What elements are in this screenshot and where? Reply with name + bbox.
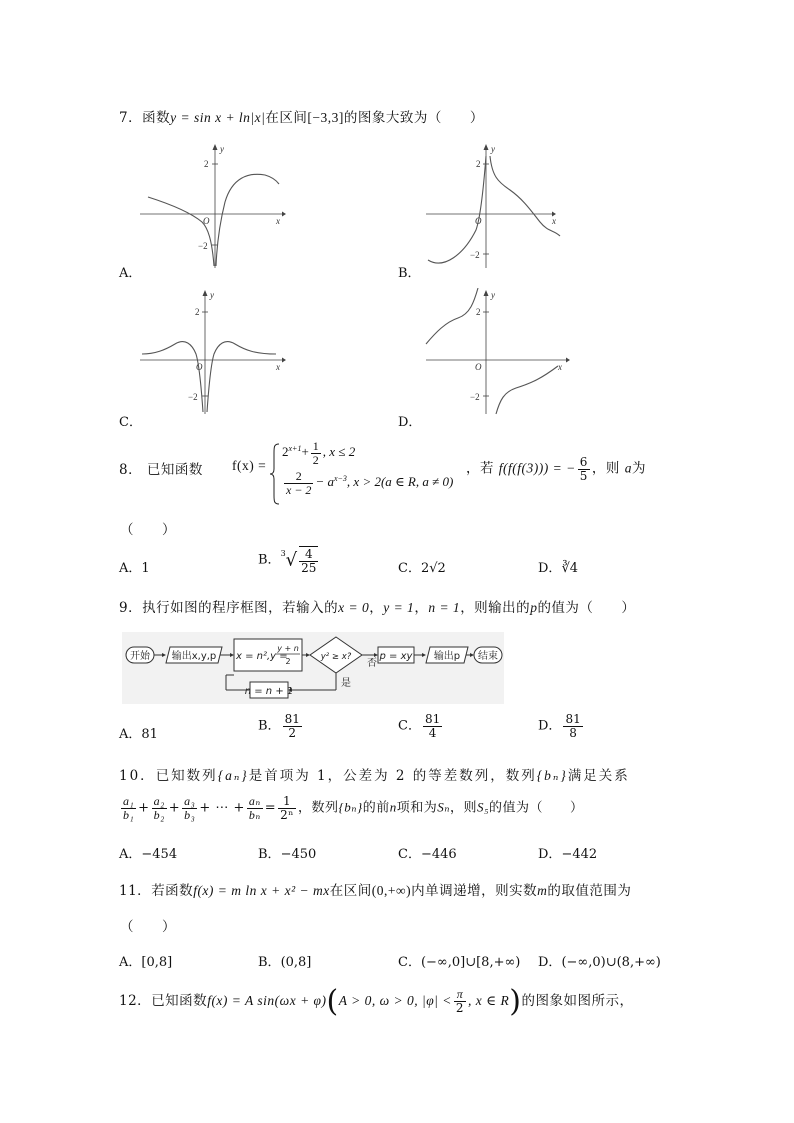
q10-option-a[interactable]: A．−454 <box>119 847 178 862</box>
svg-text:y: y <box>491 290 495 300</box>
graph-option-d <box>424 288 574 416</box>
question-10-line-1: 10．已知数列{aₙ}是首项为 1，公差为 2 的等差数列，数列{bₙ}满足关系 <box>119 768 630 784</box>
question-9-stem: 9．执行如图的程序框图，若输入的x = 0，y = 1，n = 1，则输出的p的值为（ ） <box>119 600 636 616</box>
piecewise-brace <box>270 443 280 505</box>
question-10-line-2: $\frac{\text{a₁}}{\text{b₁}}$ + $\frac{\text{a₂}}{\text{b₂}}$ + $\frac{\text{a₃}}{\text{b₃}}$ + ⋯ + $\frac{\text{aₙ}}{\text{bₙ}}$ = $\frac{1}{\text{2ⁿ}}$ ，数列{bₙ}的前n项和为Sₙ，则S₅的值为（ ） <box>123 794 584 822</box>
svg-text:y + n: y + n <box>277 644 299 653</box>
svg-text:p = xy: p = xy <box>379 651 413 662</box>
option-c-label[interactable]: C． <box>119 415 142 430</box>
q9-option-b[interactable]: B． $\frac{81}{2}$ <box>258 712 300 740</box>
svg-text:输出p: 输出p <box>433 651 461 662</box>
q11-option-c[interactable]: C．(−∞,0]∪[8,+∞) <box>398 955 521 970</box>
q10-option-c[interactable]: C．−446 <box>398 847 457 862</box>
q11-option-a[interactable]: A．[0,8] <box>119 955 173 970</box>
svg-text:−2: −2 <box>470 392 480 402</box>
x-axis-arrow <box>282 212 286 217</box>
svg-text:x: x <box>552 216 556 226</box>
curve-left <box>148 197 214 266</box>
svg-text:是: 是 <box>341 678 351 689</box>
curve-left <box>426 288 478 344</box>
graph-option-c <box>140 288 290 416</box>
svg-text:开始: 开始 <box>130 651 150 662</box>
q8-lhs: f(x) = <box>232 458 267 473</box>
y-axis-arrow <box>213 144 218 150</box>
graph-option-a <box>140 142 290 270</box>
interval: [−3,3] <box>307 110 344 125</box>
svg-text:O: O <box>475 216 482 226</box>
option-a-label[interactable]: A． <box>119 266 142 281</box>
piecewise-case-2: $\frac{2}{x - 2}$ − $a^{x-3}$, x > 2(a ∈ R, a ≠ 0) <box>286 469 454 497</box>
svg-text:2: 2 <box>476 159 481 169</box>
question-7-stem: 7．函数y = sin x + ln|x|在区间[−3,3]的图象大致为（ ） <box>119 110 484 126</box>
svg-text:y: y <box>210 290 214 300</box>
q9-option-d[interactable]: D． $\frac{81}{8}$ <box>538 712 581 740</box>
q8-option-a[interactable]: A．1 <box>119 561 150 576</box>
svg-text:−2: −2 <box>188 392 198 402</box>
q9-option-c[interactable]: C． $\frac{81}{4}$ <box>398 712 441 740</box>
svg-text:输出x,y,p: 输出x,y,p <box>171 651 217 662</box>
tick-label-neg2: −2 <box>198 241 208 251</box>
svg-text:2: 2 <box>476 307 481 317</box>
program-flowchart <box>122 632 504 704</box>
tick-label-2: 2 <box>204 159 209 169</box>
question-number: 7． <box>119 110 143 126</box>
q8-answer-blank: （ ） <box>120 522 176 538</box>
origin-label: O <box>203 216 210 226</box>
option-b-label[interactable]: B． <box>398 266 421 281</box>
svg-text:O: O <box>196 362 203 372</box>
piecewise-case-1: $2^{x+1}+$ $\frac{1}{2}$ , x ≤ 2 <box>282 439 356 467</box>
curve-left <box>428 156 486 263</box>
svg-text:O: O <box>475 362 482 372</box>
question-8-number: 8． 已知函数 <box>119 462 203 478</box>
option-d-label[interactable]: D． <box>398 415 422 430</box>
curve-right <box>216 174 279 266</box>
svg-text:x: x <box>558 362 562 372</box>
flowchart-background <box>122 632 504 704</box>
svg-text:x: x <box>276 362 280 372</box>
curve-right <box>496 366 558 414</box>
q8-option-b[interactable]: B．$^3$√ $\frac{4}{25}$ <box>258 547 317 575</box>
q10-option-b[interactable]: B．−450 <box>258 847 317 862</box>
svg-text:x = n²,y =: x = n²,y = <box>236 651 288 662</box>
function-expression: y = sin x + ln|x| <box>170 110 266 125</box>
curve-right <box>490 156 560 236</box>
graph-option-b <box>424 142 574 270</box>
y-axis-label: y <box>220 144 224 154</box>
q8-condition: ，若 f(f(f(3))) = − $\frac{6}{5}$ ，则 a为 <box>466 455 646 483</box>
svg-text:y² ≥ x?: y² ≥ x? <box>320 652 352 662</box>
q11-option-d[interactable]: D．(−∞,0)∪(8,+∞) <box>538 955 661 970</box>
svg-text:2: 2 <box>285 657 291 666</box>
svg-text:否: 否 <box>367 658 377 669</box>
svg-text:−2: −2 <box>470 250 480 260</box>
question-11-stem: 11．若函数f(x) = m ln x + x² − mx在区间(0,+∞)内单调递增，则实数m的取值范围为 <box>119 883 632 899</box>
q9-option-a[interactable]: A．81 <box>119 727 158 742</box>
question-12-stem: 12．已知函数f(x) = A sin(ωx + φ)(A > 0, ω > 0, |φ| < $\frac{\pi}{2}$ , x ∈ R)的图象如图所示， <box>119 984 634 1019</box>
svg-text:y: y <box>491 144 495 154</box>
svg-text:n = n + 1: n = n + 1 <box>244 686 294 697</box>
q11-option-b[interactable]: B．(0,8] <box>258 955 312 970</box>
q8-option-c[interactable]: C．2√2 <box>398 561 446 576</box>
svg-text:2: 2 <box>195 307 200 317</box>
x-axis-label: x <box>276 216 280 226</box>
curve-right <box>207 342 276 412</box>
svg-text:结束: 结束 <box>478 651 498 662</box>
q8-option-d[interactable]: D．∛4 <box>538 561 578 576</box>
q10-option-d[interactable]: D．−442 <box>538 847 598 862</box>
q11-answer-blank: （ ） <box>120 919 176 935</box>
